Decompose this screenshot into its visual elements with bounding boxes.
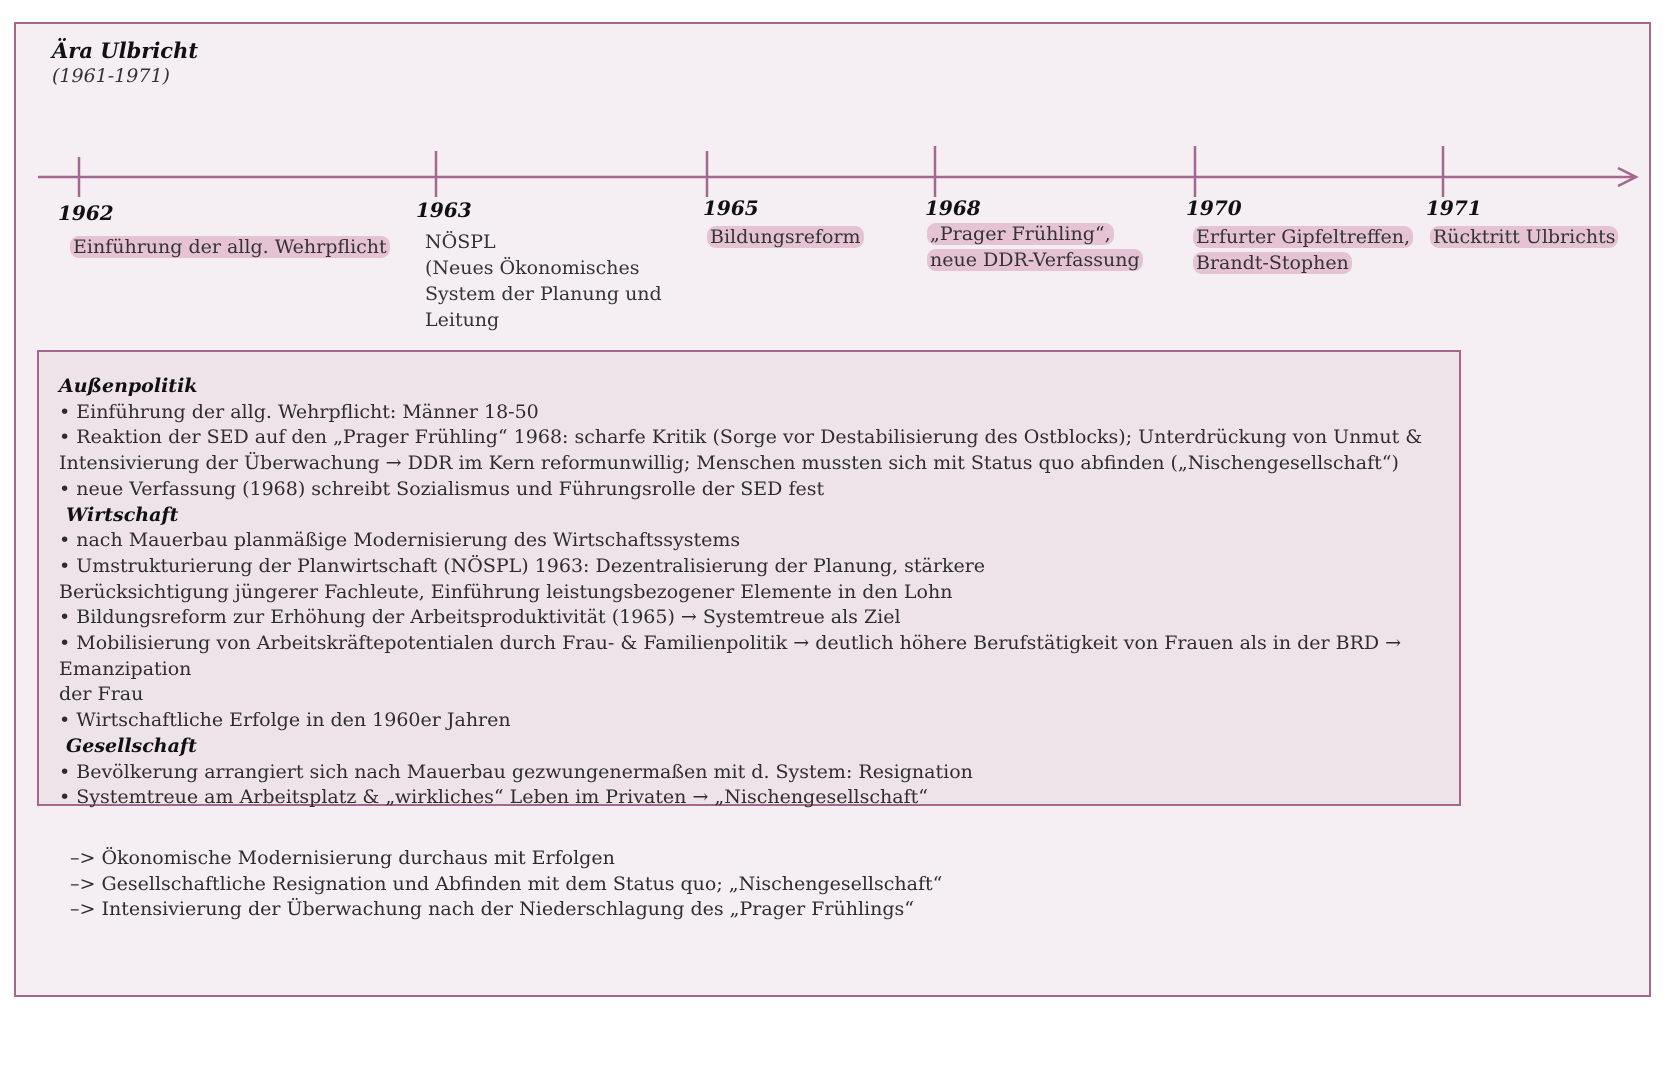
- event-1970: [1193, 224, 1413, 276]
- bullet-line: • Umstrukturierung der Planwirtschaft (NÖSPL) 1963: Dezentralisierung der Planung, stärkere: [59, 554, 986, 577]
- year-1962: 1962: [58, 201, 114, 225]
- event-line: Erfurter Gipfeltreffen,: [1193, 226, 1413, 248]
- bullet-line: • Wirtschaftliche Erfolge in den 1960er Jahren: [59, 709, 511, 732]
- year-1965: 1965: [703, 196, 759, 220]
- bullet-line: • Einführung der allg. Wehrpflicht: Männer 18-50: [59, 400, 539, 423]
- year-1971: 1971: [1426, 196, 1482, 220]
- event-line: Bildungsreform: [707, 226, 864, 248]
- timeline: [0, 0, 1669, 220]
- event-line: Leitung: [425, 309, 500, 331]
- event-1962: [70, 234, 390, 260]
- event-line: (Neues Ökonomisches: [425, 257, 640, 279]
- bullet-line: • Bildungsreform zur Erhöhung der Arbeitsproduktivität (1965) → Systemtreue als Ziel: [59, 606, 901, 629]
- event-line: Einführung der allg. Wehrpflicht: [70, 236, 390, 258]
- year-1963: 1963: [416, 198, 472, 222]
- bullet-line: • Bevölkerung arrangiert sich nach Mauerbau gezwungenermaßen mit d. System: Resignation: [59, 760, 973, 783]
- bullet-line: • neue Verfassung (1968) schreibt Sozialismus und Führungsrolle der SED fest: [59, 477, 825, 500]
- event-line: NÖSPL: [425, 231, 496, 253]
- era-title: Ära Ulbricht: [52, 38, 199, 63]
- event-line: neue DDR-Verfassung: [927, 249, 1143, 271]
- event-1965: [707, 224, 864, 250]
- event-line: System der Planung und: [425, 283, 662, 305]
- era-years: (1961-1971): [52, 65, 170, 87]
- bullet-line: • Systemtreue am Arbeitsplatz & „wirkliches“ Leben im Privaten → „Nischengesellschaft“: [59, 786, 928, 809]
- event-line: Brandt-Stophen: [1193, 252, 1352, 274]
- bullet-line: der Frau: [59, 683, 144, 706]
- section-heading-gesellschaft: Gesellschaft: [66, 734, 197, 757]
- event-line: Rücktritt Ulbrichts: [1430, 226, 1618, 248]
- bullet-line: • Reaktion der SED auf den „Prager Frühling“ 1968: scharfe Kritik (Sorge vor Destabilisierung des Ostblocks); Unterdrückung von Unmut &: [59, 426, 1423, 449]
- year-1970: 1970: [1186, 196, 1242, 220]
- bullet-line: Berücksichtigung jüngerer Fachleute, Einführung leistungsbezogener Elemente in den Lohn: [59, 580, 953, 603]
- year-1968: 1968: [925, 196, 981, 220]
- conclusion-line: –> Gesellschaftliche Resignation und Abfinden mit dem Status quo; „Nischengesellschaft“: [70, 872, 943, 895]
- conclusions: [70, 846, 942, 923]
- bullet-line: Intensivierung der Überwachung → DDR im Kern reformunwillig; Menschen mussten sich mit Status quo abfinden („Nischengesellschaft“): [59, 452, 1399, 475]
- section-heading-aussenpolitik: Außenpolitik: [59, 375, 198, 397]
- info-box: [37, 350, 1461, 809]
- bullet-line: • Mobilisierung von Arbeitskräftepotentialen durch Frau- & Familienpolitik → deutlich höhere Berufstätigkeit von Frauen als in der BRD → Emanzipation: [59, 632, 1402, 680]
- section-heading-wirtschaft: Wirtschaft: [66, 503, 179, 526]
- conclusion-line: –> Intensivierung der Überwachung nach der Niederschlagung des „Prager Frühlings“: [70, 898, 914, 921]
- event-1971: [1430, 224, 1618, 250]
- event-1968: [927, 221, 1143, 273]
- event-line: „Prager Frühling“,: [927, 223, 1114, 245]
- bullet-line: • nach Mauerbau planmäßige Modernisierung des Wirtschaftssystems: [59, 529, 741, 552]
- conclusion-line: –> Ökonomische Modernisierung durchaus mit Erfolgen: [70, 847, 615, 869]
- event-1963: [425, 229, 662, 333]
